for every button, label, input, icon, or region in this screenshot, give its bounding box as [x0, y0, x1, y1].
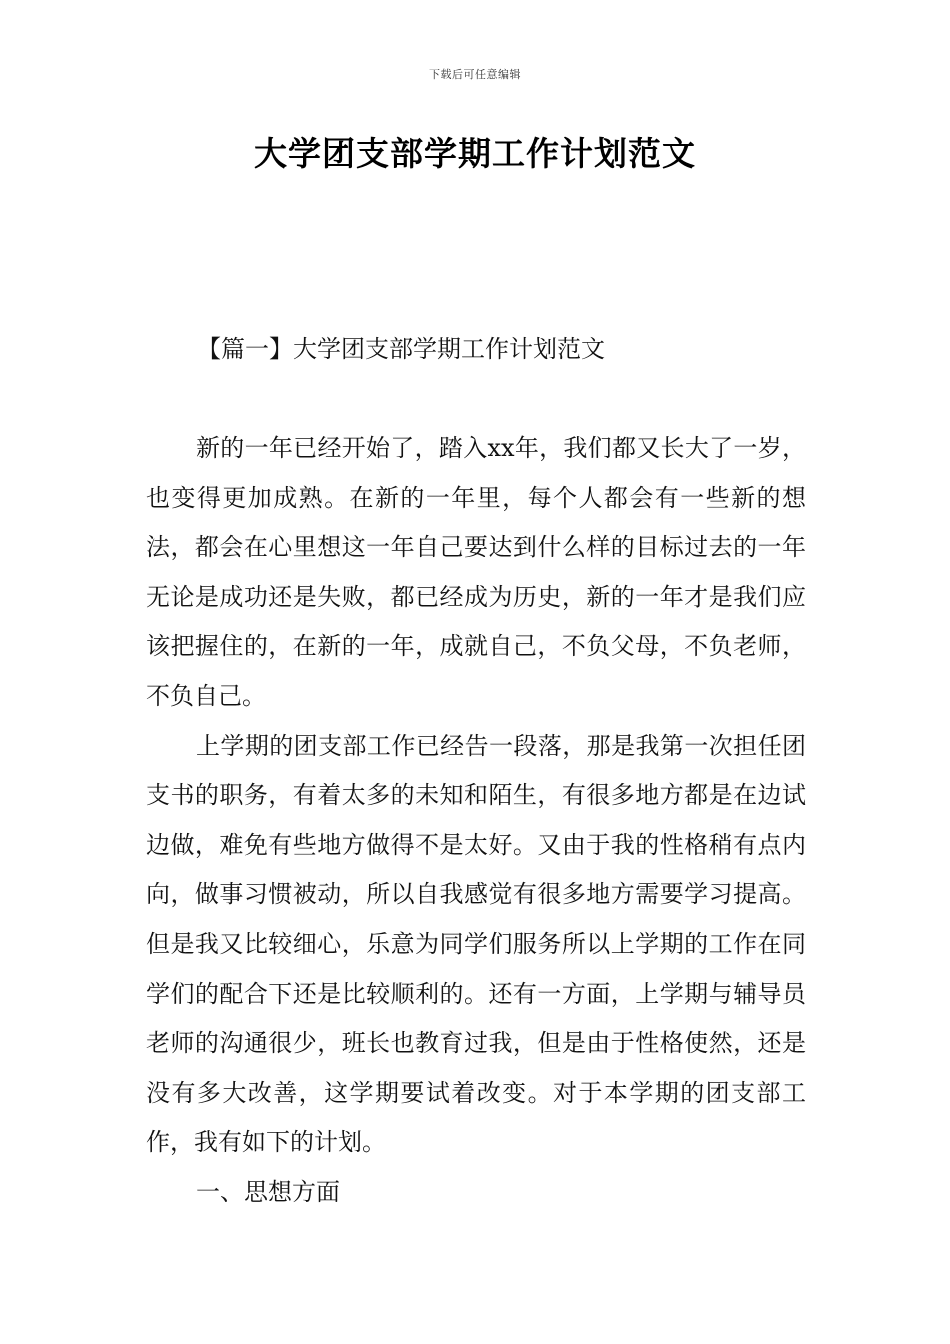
section-heading: 【篇一】大学团支部学期工作计划范文 [197, 335, 605, 363]
document-body [146, 424, 806, 1218]
paragraph-1: 新的一年已经开始了，踏入xx年，我们都又长大了一岁，也变得更加成熟。在新的一年里，每个人都会有一些新的想法，都会在心里想这一年自己要达到什么样的目标过去的一年无论是成功还是失败，都已经成为历史，新的一年才是我们应该把握住的，在新的一年，成就自己，不负父母，不负老师，不负自己。 [146, 434, 806, 710]
header-note: 下载后可任意编辑 [429, 68, 521, 81]
paragraph-2: 上学期的团支部工作已经告一段落，那是我第一次担任团支书的职务，有着太多的未知和陌生，有很多地方都是在边试边做，难免有些地方做得不是太好。又由于我的性格稍有点内向，做事习惯被动，所以自我感觉有很多地方需要学习提高。但是我又比较细心，乐意为同学们服务所以上学期的工作在同学们的配合下还是比较顺利的。还有一方面，上学期与辅导员老师的沟通很少，班长也教育过我，但是由于性格使然，还是没有多大改善，这学期要试着改变。对于本学期的团支部工作，我有如下的计划。 [146, 731, 806, 1157]
subheading-thought: 一、思想方面 [196, 1177, 340, 1206]
document-title: 大学团支部学期工作计划范文 [254, 134, 696, 173]
